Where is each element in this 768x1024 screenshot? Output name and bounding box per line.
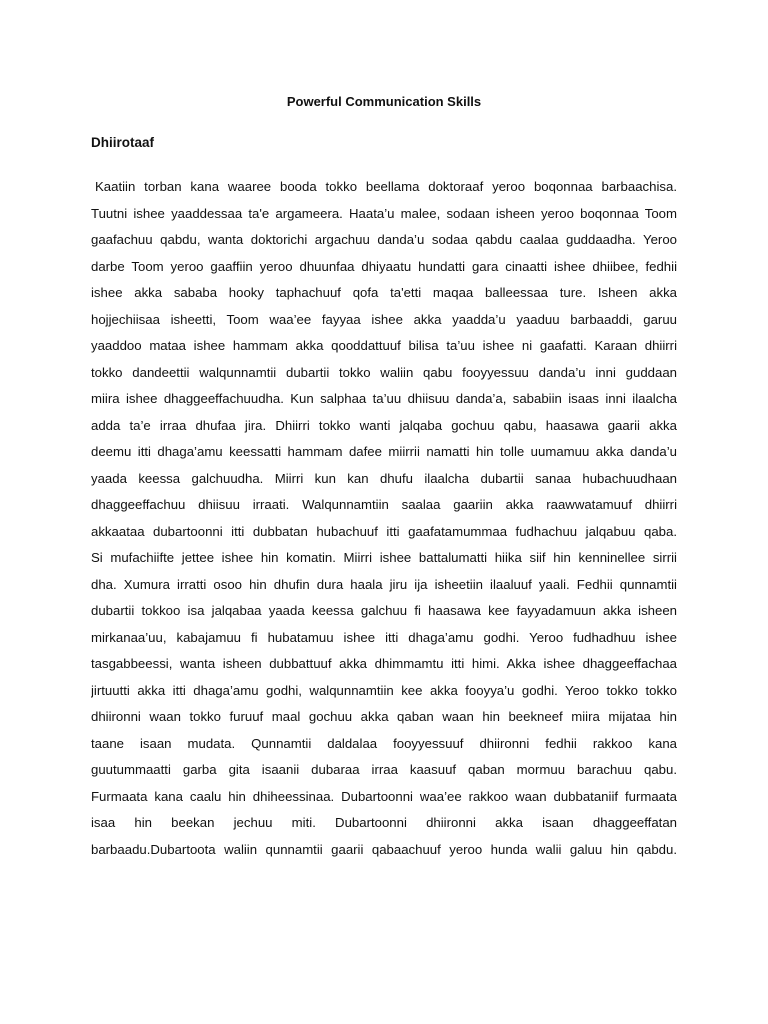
paragraph-line: deemu itti dhaga’amu keessatti hammam dafee miirrii namatti hin tolle uumamuu akka danda’u xyxy=(91,444,677,459)
paragraph-line: taane isaan mudata. Qunnamtii daldalaa fooyyessuuf dhiironni fedhii rakkoo kana xyxy=(91,735,677,751)
paragraph-line: yaaddoo mataa ishee hammam akka qooddattuuf bilisa ta’uu ishee ni gaafatti. Karaan dhiirri xyxy=(91,338,677,353)
paragraph-line: tokko dandeettii walqunnamtii dubartii tokko waliin qabu fooyyessuu danda’u inni guddaan xyxy=(91,364,677,380)
paragraph-line: mirkanaa’uu, kabajamuu fi hubatamuu ishee itti dhaga’amu godhi. Yeroo fudhadhuu ishee xyxy=(91,629,677,645)
paragraph-line: Kaatiin torban kana waaree booda tokko beellama doktoraaf yeroo boqonnaa barbaachisa. xyxy=(95,179,677,194)
paragraph-line: guutummaatti garba gita isaanii dubaraa irraa kaasuuf qaban mormuu barachuu qabu. xyxy=(91,762,677,777)
paragraph-line: akkaataa dubartoonni itti dubbatan hubachuuf itti gaafatamummaa fudhachuu jalqabuu qaba. xyxy=(91,523,677,539)
body-paragraph xyxy=(91,174,677,863)
document-title: Powerful Communication Skills xyxy=(286,94,482,109)
paragraph-line: dha. Xumura irratti osoo hin dhufin dura haala jiru ija isheetiin ilaaluuf yaali. Fedhii qunnamtii xyxy=(91,576,677,592)
paragraph-line: dhaggeeffachuu dhiisuu irraati. Walqunnamtiin saalaa gaariin akka raawwatamuuf dhiirri xyxy=(91,497,677,512)
paragraph-line: ishee akka sababa hooky taphachuuf qofa ta'etti maqaa balleessaa ture. Isheen akka xyxy=(91,285,677,300)
paragraph-line: adda ta’e irraa dhufaa jira. Dhiirri tokko wanti jalqaba gochuu qabu, haasawa gaarii akka xyxy=(91,417,677,433)
paragraph-line: dhiironni waan tokko furuuf maal gochuu akka qaban waan hin beekneef miira mijataa hin xyxy=(91,709,677,724)
paragraph-line: barbaadu.Dubartoota waliin qunnamtii gaarii qabaachuuf yeroo hunda walii galuu hin qabdu. xyxy=(91,841,677,857)
paragraph-line: isaa hin beekan jechuu miti. Dubartoonni dhiironni akka isaan dhaggeeffatan xyxy=(91,815,677,830)
paragraph-line: yaada keessa galchuudha. Miirri kun kan dhufu ilaalcha dubartii sanaa hubachuudhaan xyxy=(91,470,677,486)
section-heading: Dhiirotaaf xyxy=(91,135,155,150)
paragraph-line: miira ishee dhaggeeffachuudha. Kun salphaa ta’uu dhiisuu danda’a, sababiin isaas inni ilaalcha xyxy=(91,391,677,406)
paragraph-line: Si mufachiifte jettee ishee hin komatin. Miirri ishee battalumatti hiika siif hin kenninellee sirrii xyxy=(91,550,677,565)
paragraph-line: hojjechiisaa isheetti, Toom waa’ee fayyaa ishee akka yaadda’u yaaduu barbaaddi, garuu xyxy=(91,311,677,327)
paragraph-line: gaafachuu qabdu, wanta doktorichi argachuu danda’u sodaa qabdu caalaa guddaadha. Yeroo xyxy=(91,232,677,247)
paragraph-line: Furmaata kana caalu hin dhiheessinaa. Dubartoonni waa’ee rakkoo waan dubbataniif furmaata xyxy=(91,788,677,804)
paragraph-line: dubartii tokkoo isa jalqabaa yaada keessa galchuu fi haasawa kee fayyadamuun akka isheen xyxy=(91,603,677,618)
paragraph-line: jirtuutti akka itti dhaga’amu godhi, walqunnamtiin kee akka fooyya’u godhi. Yeroo tokko tokko xyxy=(91,682,677,698)
paragraph-line: darbe Toom yeroo gaaffiin yeroo dhuunfaa dhiyaatu hundatti gara cinaatti ishee dhiibee, fedhii xyxy=(91,258,677,274)
paragraph-line: tasgabbeessi, wanta isheen dubbattuuf akka dhimmamtu itti himi. Akka ishee dhaggeeffachaa xyxy=(91,656,677,671)
paragraph-line: Tuutni ishee yaaddessaa ta'e argameera. Haata’u malee, sodaan isheen yeroo boqonnaa Toom xyxy=(91,205,677,221)
